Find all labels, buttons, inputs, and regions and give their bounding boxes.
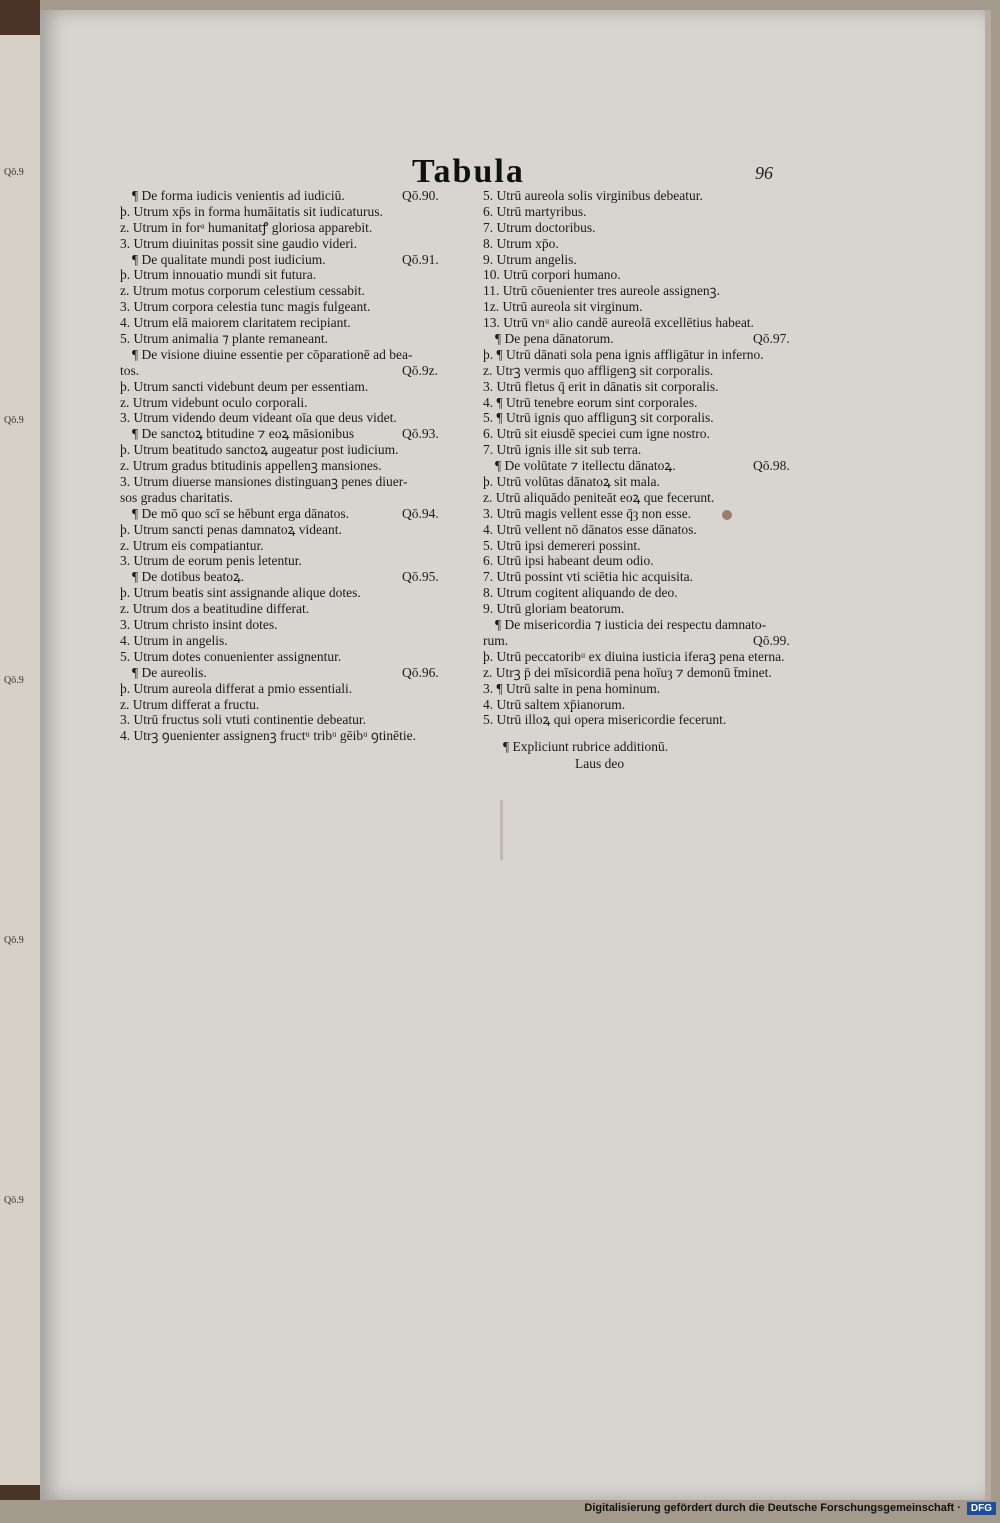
entry-text: ¶ De mō quo scī se hēbunt erga dānatos. <box>132 505 349 521</box>
entry-text: ¶ De qualitate mundi post iudicium. <box>132 251 326 267</box>
facing-fragment: Qō.9 <box>4 1195 24 1206</box>
entry-text: z. Utrum dos a beatitudine differat. <box>120 601 310 617</box>
question-number: Qō.99. <box>753 632 790 648</box>
entry-text: 13. Utrū vnᵘ alio candē aureolā excellētius habeat. <box>483 315 754 331</box>
facing-page-margin <box>0 35 42 1485</box>
toc-entry <box>120 204 480 220</box>
entry-text: ¶ De pena dānatorum. <box>495 331 614 347</box>
question-number: Qō.93. <box>402 426 439 442</box>
toc-entry <box>483 252 843 268</box>
toc-entry <box>483 267 843 283</box>
entry-text: 9. Utrū gloriam beatorum. <box>483 601 625 617</box>
entry-text: þ. Utrum sancti penas damnatoꝝ videant. <box>120 521 342 537</box>
toc-entry <box>483 601 843 617</box>
entry-text: 3. Utrū fructus soli vtuti continentie debeatur. <box>120 712 366 728</box>
toc-entry <box>120 363 480 379</box>
entry-text: þ. Utrum sancti videbunt deum per essentiam. <box>120 378 369 394</box>
toc-entry <box>120 395 480 411</box>
toc-entry <box>120 633 480 649</box>
toc-heading <box>483 458 843 474</box>
toc-entry <box>483 538 843 554</box>
toc-heading <box>120 347 480 363</box>
toc-entry <box>483 553 843 569</box>
entry-text: z. Utrum eis compatiantur. <box>120 537 264 553</box>
entry-text: 4. Utrꝫ ꝯuenienter assignenꝫ fructᵘ tribᵘ gēibᵘ ꝯtinētie. <box>120 728 416 744</box>
toc-entry <box>483 697 843 713</box>
question-number: Qō.91. <box>402 251 439 267</box>
entry-text: 1z. Utrū aureola sit virginum. <box>483 299 643 315</box>
entry-text: z. Utrꝫ p̄ dei mīsicordiā pena hoīuȝ ⁊ demonū t̄minet. <box>483 664 772 680</box>
toc-entry <box>120 553 480 569</box>
question-number: Qō.95. <box>402 569 439 585</box>
entry-text: 8. Utrum cogitent aliquando de deo. <box>483 585 678 601</box>
toc-entry <box>483 522 843 538</box>
facing-fragment: Qō.9 <box>4 675 24 686</box>
entry-text: þ. Utrū peccatoribᵘ ex diuina iusticia iferaꝫ pena eterna. <box>483 648 785 664</box>
toc-entry <box>120 442 480 458</box>
entry-text: 4. Utrum elā maiorem claritatem recipiant. <box>120 315 351 331</box>
toc-entry <box>120 315 480 331</box>
toc-entry <box>120 697 480 713</box>
toc-entry <box>483 299 843 315</box>
entry-text: þ. Utrum innouatio mundi sit futura. <box>120 267 317 283</box>
question-number: Qō.98. <box>753 458 790 474</box>
page-title: Tabula <box>412 153 525 190</box>
toc-heading <box>120 426 480 442</box>
entry-text: rum. <box>483 632 509 648</box>
question-number: Qō.97. <box>753 331 790 347</box>
entry-text: 7. Utrum doctoribus. <box>483 219 596 235</box>
toc-heading <box>120 506 480 522</box>
toc-entry <box>483 474 843 490</box>
question-number: Qō.9z. <box>402 362 438 378</box>
toc-entry <box>120 490 480 506</box>
question-number: Qō.96. <box>402 664 439 680</box>
toc-entry <box>120 681 480 697</box>
entry-text: 6. Utrū sit eiusdē speciei cum igne nostro. <box>483 426 710 442</box>
right-column <box>483 188 843 728</box>
entry-text: 3. Utrum videndo deum videant oīa que deus videt. <box>120 410 397 426</box>
toc-entry <box>120 474 480 490</box>
book-page <box>40 10 991 1500</box>
entry-text: 3. Utrū magis vellent esse q̄ȝ non esse. <box>483 505 692 521</box>
entry-text: 4. ¶ Utrū tenebre eorum sint corporales. <box>483 394 698 410</box>
toc-entry <box>120 458 480 474</box>
toc-entry <box>483 188 843 204</box>
toc-entry <box>483 506 843 522</box>
toc-heading <box>483 617 843 633</box>
toc-entry <box>120 649 480 665</box>
entry-text: 11. Utrū cōuenienter tres aureole assignenꝫ. <box>483 283 720 299</box>
toc-heading <box>120 188 480 204</box>
entry-text: 4. Utrum in angelis. <box>120 632 228 648</box>
footer-credit <box>584 1499 996 1517</box>
entry-text: 4. Utrū saltem xp̄ianorum. <box>483 696 626 712</box>
dfg-logo-icon[interactable]: DFG <box>967 1502 996 1515</box>
toc-entry <box>483 204 843 220</box>
entry-text: sos gradus charitatis. <box>120 489 233 505</box>
toc-entry <box>120 617 480 633</box>
toc-entry <box>483 379 843 395</box>
toc-entry <box>483 426 843 442</box>
entry-text: 5. Utrū aureola solis virginibus debeatur. <box>483 188 703 203</box>
entry-text: ¶ De visione diuine essentie per cōparationē ad bea- <box>132 346 413 362</box>
entry-text: 5. Utrum dotes conuenienter assignentur. <box>120 648 342 664</box>
entry-text: ¶ De volūtate ⁊ itellectu dānatoꝝ. <box>495 458 676 474</box>
toc-entry <box>483 490 843 506</box>
entry-text: z. Utrum differat a fructu. <box>120 696 260 712</box>
toc-entry <box>120 331 480 347</box>
toc-entry <box>483 236 843 252</box>
toc-entry <box>483 585 843 601</box>
question-number: Qō.90. <box>402 188 439 203</box>
entry-text: 7. Utrū possint vti sciētia hic acquisita. <box>483 569 693 585</box>
folio-number: 96 <box>755 163 773 183</box>
entry-text: 5. ¶ Utrū ignis quo affligunꝫ sit corporalis. <box>483 410 714 426</box>
toc-entry <box>120 522 480 538</box>
entry-text: 3. Utrum diuinitas possit sine gaudio videri. <box>120 235 357 251</box>
explicit-line: ¶ Expliciunt rubrice additionū. <box>503 739 669 754</box>
entry-text: 5. Utrū illoꝝ qui opera misericordie fecerunt. <box>483 712 727 728</box>
toc-entry <box>483 665 843 681</box>
toc-entry <box>120 379 480 395</box>
toc-entry <box>483 649 843 665</box>
entry-text: 3. Utrum de eorum penis letentur. <box>120 553 302 569</box>
facing-fragment: Qō.9 <box>4 415 24 426</box>
facing-fragment: Qō.9 <box>4 167 24 178</box>
toc-entry <box>483 283 843 299</box>
toc-heading <box>120 252 480 268</box>
toc-entry <box>483 681 843 697</box>
entry-text: 5. Utrū ipsi demereri possint. <box>483 537 641 553</box>
entry-text: 4. Utrū vellent nō dānatos esse dānatos. <box>483 521 697 537</box>
entry-text: 6. Utrū ipsi habeant deum odio. <box>483 553 654 569</box>
entry-text: þ. Utrū volūtas dānatoꝝ sit mala. <box>483 474 660 490</box>
ink-stain <box>722 510 732 520</box>
entry-text: z. Utrum videbunt oculo corporali. <box>120 394 308 410</box>
entry-text: þ. ¶ Utrū dānati sola pena ignis affligātur in inferno. <box>483 346 764 362</box>
toc-entry <box>120 220 480 236</box>
entry-text: 3. Utrum diuerse mansiones distinguanꝫ penes diuer- <box>120 474 408 490</box>
toc-entry <box>483 395 843 411</box>
entry-text: ¶ De aureolis. <box>132 664 207 680</box>
entry-text: 3. Utrum christo insint dotes. <box>120 617 278 633</box>
entry-text: tos. <box>120 362 140 378</box>
entry-text: 8. Utrum xp̄o. <box>483 235 559 251</box>
toc-entry <box>120 601 480 617</box>
entry-text: 5. Utrum animalia ⁊ plante remaneant. <box>120 331 329 347</box>
left-column <box>120 188 480 744</box>
entry-text: 6. Utrū martyribus. <box>483 203 587 219</box>
toc-entry <box>483 633 843 649</box>
entry-text: z. Utrꝫ vermis quo affligenꝫ sit corporalis. <box>483 362 714 378</box>
entry-text: ¶ De dotibus beatoꝝ. <box>132 569 245 585</box>
toc-entry <box>483 712 843 728</box>
toc-entry <box>483 410 843 426</box>
toc-entry <box>120 410 480 426</box>
toc-entry <box>483 315 843 331</box>
toc-entry <box>120 585 480 601</box>
toc-entry <box>120 299 480 315</box>
toc-entry <box>483 569 843 585</box>
entry-text: 9. Utrum angelis. <box>483 251 577 267</box>
laus-deo-line: Laus deo <box>575 756 625 771</box>
toc-entry <box>120 728 480 744</box>
toc-entry <box>120 712 480 728</box>
entry-text: ¶ De forma iudicis venientis ad iudiciū. <box>132 188 345 203</box>
toc-heading <box>120 569 480 585</box>
paper-mark <box>500 800 503 860</box>
entry-text: z. Utrum in forᵃ humanitatꝭ gloriosa apparebit. <box>120 219 373 235</box>
entry-text: ¶ De misericordia ⁊ iusticia dei respectu damnato- <box>495 617 767 633</box>
entry-text: z. Utrum gradus btitudinis appellenꝫ mansiones. <box>120 458 382 474</box>
toc-entry <box>483 220 843 236</box>
entry-text: z. Utrū aliquādo peniteāt eoꝝ que fecerunt. <box>483 489 715 505</box>
entry-text: 7. Utrū ignis ille sit sub terra. <box>483 442 642 458</box>
toc-entry <box>483 347 843 363</box>
entry-text: þ. Utrum xp̄s in forma humāitatis sit iudicaturus. <box>120 203 383 219</box>
toc-entry <box>483 363 843 379</box>
entry-text: 3. Utrum corpora celestia tunc magis fulgeant. <box>120 299 371 315</box>
toc-entry <box>120 538 480 554</box>
toc-entry <box>120 267 480 283</box>
entry-text: z. Utrum motus corporum celestium cessabit. <box>120 283 365 299</box>
entry-text: 3. Utrū fletus q̄ erit in dānatis sit corporalis. <box>483 378 719 394</box>
toc-entry <box>483 442 843 458</box>
entry-text: 3. ¶ Utrū salte in pena hominum. <box>483 680 661 696</box>
footer-text: Digitalisierung gefördert durch die Deutsche Forschungsgemeinschaft · <box>584 1502 961 1514</box>
toc-entry <box>120 283 480 299</box>
closing-block <box>503 738 668 772</box>
question-number: Qō.94. <box>402 505 439 521</box>
toc-entry <box>120 236 480 252</box>
entry-text: ¶ De sanctoꝝ btitudine ⁊ eoꝝ māsionibus <box>132 426 355 442</box>
toc-heading <box>483 331 843 347</box>
toc-heading <box>120 665 480 681</box>
entry-text: þ. Utrum aureola differat a pmio essentiali. <box>120 680 353 696</box>
entry-text: þ. Utrum beatitudo sanctoꝝ augeatur post iudicium. <box>120 442 399 458</box>
entry-text: þ. Utrum beatis sint assignande alique dotes. <box>120 585 361 601</box>
entry-text: 10. Utrū corpori humano. <box>483 267 621 283</box>
facing-fragment: Qō.9 <box>4 935 24 946</box>
